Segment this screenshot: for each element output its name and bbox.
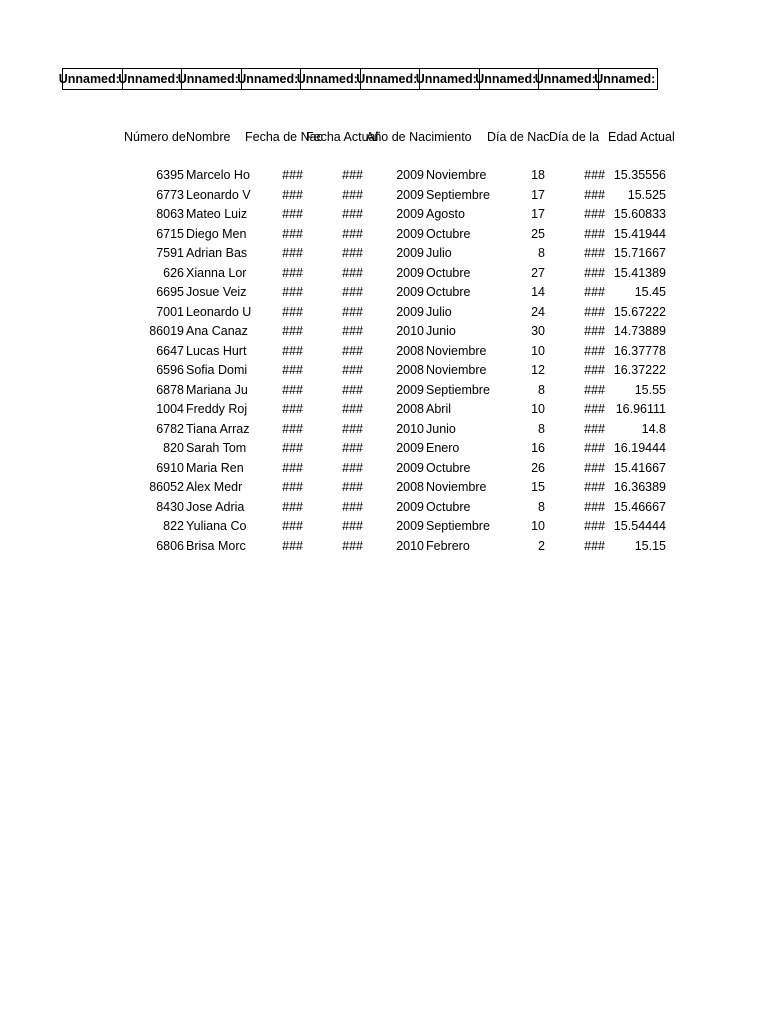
table-row [0, 166, 768, 185]
dia-la-cell: ### [584, 382, 605, 397]
nombre-cell: Freddy Roj [186, 402, 248, 416]
unnamed-header-cell: Unnamed: [181, 68, 242, 90]
edad-cell: 16.37778 [613, 343, 666, 358]
nombre-cell: Diego Men [186, 226, 247, 241]
dia-cell: 10 [531, 402, 545, 416]
anio-cell: 2008 [396, 402, 424, 416]
fecha-actual-cell: ### [342, 382, 363, 397]
edad-cell: 14.8 [641, 421, 666, 436]
fecha-nac-cell: ### [282, 168, 303, 182]
fecha-nac-cell: ### [282, 207, 303, 221]
mes-cell: Noviembre [426, 343, 487, 358]
nombre-cell: Josue Veiz [186, 285, 247, 299]
fecha-actual-cell: ### [342, 246, 363, 260]
mes-cell: Octubre [426, 285, 471, 299]
anio-cell: 2009 [396, 265, 424, 280]
fecha-nac-cell: ### [282, 538, 303, 553]
nombre-cell: Tiana Arraz [186, 421, 250, 436]
edad-cell: 15.41389 [613, 265, 666, 280]
dia-cell: 17 [531, 187, 545, 202]
numero-cell: 7591 [156, 246, 184, 260]
dia-cell: 8 [538, 246, 545, 260]
dia-cell: 26 [531, 460, 545, 475]
fecha-actual-cell: ### [342, 363, 363, 377]
dia-cell: 8 [538, 499, 545, 514]
dia-cell: 10 [531, 519, 545, 533]
edad-cell: 16.19444 [613, 441, 666, 455]
nombre-cell: Adrian Bas [186, 246, 248, 260]
fecha-actual-cell: ### [342, 168, 363, 182]
mes-cell: Julio [426, 304, 452, 319]
nombre-cell: Sofia Domi [186, 363, 248, 377]
nombre-cell: Mariana Ju [186, 382, 248, 397]
fecha-nac-cell: ### [282, 187, 303, 202]
dia-la-cell: ### [584, 226, 605, 241]
fecha-actual-cell: ### [342, 343, 363, 358]
anio-cell: 2009 [396, 246, 424, 260]
anio-cell: 2008 [396, 343, 424, 358]
fecha-nac-cell: ### [282, 402, 303, 416]
numero-cell: 7001 [156, 304, 184, 319]
table-row [0, 381, 768, 400]
dia-la-cell: ### [584, 421, 605, 436]
dia-la-cell: ### [584, 441, 605, 455]
fecha-actual-cell: ### [342, 324, 363, 338]
mes-cell: Julio [426, 246, 452, 260]
fecha-nac-cell: ### [282, 265, 303, 280]
table-row [0, 205, 768, 224]
column-header-anio-nacimiento: Año de Nacimiento [366, 130, 472, 144]
table-row [0, 186, 768, 205]
fecha-actual-cell: ### [342, 226, 363, 241]
fecha-actual-cell: ### [342, 480, 363, 494]
anio-cell: 2008 [396, 363, 424, 377]
dia-la-cell: ### [584, 265, 605, 280]
mes-cell: Octubre [426, 460, 471, 475]
dia-cell: 10 [531, 343, 545, 358]
edad-cell: 16.96111 [615, 402, 666, 416]
anio-cell: 2009 [396, 168, 424, 182]
fecha-actual-cell: ### [342, 285, 363, 299]
anio-cell: 2009 [396, 499, 424, 514]
unnamed-header-cell: Unnamed: [538, 68, 599, 90]
fecha-nac-cell: ### [282, 363, 303, 377]
nombre-cell: Brisa Morc [186, 538, 246, 553]
mes-cell: Octubre [426, 265, 471, 280]
dia-la-cell: ### [584, 187, 605, 202]
fecha-actual-cell: ### [342, 265, 363, 280]
edad-cell: 15.41944 [613, 226, 666, 241]
anio-cell: 2009 [396, 207, 424, 221]
dia-la-cell: ### [584, 343, 605, 358]
edad-cell: 16.37222 [613, 363, 666, 377]
numero-cell: 822 [163, 519, 184, 533]
mes-cell: Noviembre [426, 168, 487, 182]
anio-cell: 2009 [396, 382, 424, 397]
dia-la-cell: ### [584, 460, 605, 475]
fecha-nac-cell: ### [282, 480, 303, 494]
unnamed-header-cell: Unnamed: [598, 68, 659, 90]
dia-cell: 8 [538, 421, 545, 436]
numero-cell: 820 [163, 441, 184, 455]
mes-cell: Septiembre [426, 187, 490, 202]
dia-cell: 25 [531, 226, 545, 241]
fecha-actual-cell: ### [342, 187, 363, 202]
nombre-cell: Sarah Tom [186, 441, 247, 455]
nombre-cell: Marcelo Ho [186, 168, 250, 182]
numero-cell: 6695 [156, 285, 184, 299]
edad-cell: 16.36389 [613, 480, 666, 494]
edad-cell: 15.55 [634, 382, 666, 397]
column-header-fecha-actual: Fecha Actual [306, 130, 379, 144]
edad-cell: 15.46667 [613, 499, 666, 514]
anio-cell: 2009 [396, 226, 424, 241]
anio-cell: 2009 [396, 285, 424, 299]
numero-cell: 6773 [156, 187, 184, 202]
table-row [0, 244, 768, 263]
fecha-nac-cell: ### [282, 246, 303, 260]
dia-la-cell: ### [584, 538, 605, 553]
edad-cell: 15.71667 [613, 246, 666, 260]
table-row [0, 517, 768, 536]
fecha-actual-cell: ### [342, 460, 363, 475]
anio-cell: 2009 [396, 519, 424, 533]
dia-la-cell: ### [584, 304, 605, 319]
fecha-nac-cell: ### [282, 304, 303, 319]
edad-cell: 15.35556 [613, 168, 666, 182]
column-header-nombre: Nombre [186, 130, 231, 144]
unnamed-header-cell: Unnamed: [479, 68, 540, 90]
table-row [0, 498, 768, 517]
dia-cell: 24 [531, 304, 545, 319]
edad-cell: 15.60833 [613, 207, 666, 221]
numero-cell: 6715 [156, 226, 184, 241]
column-header-numero: Número de [124, 130, 186, 144]
table-row [0, 283, 768, 302]
anio-cell: 2010 [396, 324, 424, 338]
unnamed-header-cell: Unnamed: [241, 68, 302, 90]
numero-cell: 86052 [149, 480, 184, 494]
numero-cell: 626 [163, 265, 184, 280]
mes-cell: Octubre [426, 499, 471, 514]
dia-cell: 16 [531, 441, 545, 455]
table-row [0, 264, 768, 283]
mes-cell: Junio [426, 324, 456, 338]
numero-cell: 6782 [156, 421, 184, 436]
nombre-cell: Lucas Hurt [186, 343, 247, 358]
numero-cell: 8430 [156, 499, 184, 514]
nombre-cell: Jose Adria [186, 499, 245, 514]
fecha-actual-cell: ### [342, 304, 363, 319]
numero-cell: 8063 [156, 207, 184, 221]
table-row [0, 361, 768, 380]
edad-cell: 15.15 [634, 538, 666, 553]
mes-cell: Septiembre [426, 519, 490, 533]
dia-la-cell: ### [584, 402, 605, 416]
anio-cell: 2009 [396, 187, 424, 202]
fecha-actual-cell: ### [342, 538, 363, 553]
dia-cell: 14 [531, 285, 545, 299]
fecha-actual-cell: ### [342, 499, 363, 514]
column-header-dia-nac: Día de Nac [487, 130, 550, 144]
nombre-cell: Yuliana Co [186, 519, 247, 533]
unnamed-header-cell: Unnamed: [300, 68, 361, 90]
mes-cell: Enero [426, 441, 460, 455]
table-row [0, 537, 768, 556]
dia-la-cell: ### [584, 363, 605, 377]
unnamed-header-cell: Unnamed: [419, 68, 480, 90]
numero-cell: 6647 [156, 343, 184, 358]
table-row [0, 303, 768, 322]
numero-cell: 6878 [156, 382, 184, 397]
dia-cell: 17 [531, 207, 545, 221]
dia-la-cell: ### [584, 246, 605, 260]
column-header-edad: Edad Actual [608, 130, 675, 144]
numero-cell: 6596 [156, 363, 184, 377]
fecha-nac-cell: ### [282, 441, 303, 455]
dia-la-cell: ### [584, 519, 605, 533]
table-row [0, 400, 768, 419]
fecha-nac-cell: ### [282, 499, 303, 514]
nombre-cell: Ana Canaz [186, 324, 248, 338]
nombre-cell: Alex Medr [186, 480, 243, 494]
dia-cell: 2 [538, 538, 545, 553]
fecha-nac-cell: ### [282, 343, 303, 358]
fecha-actual-cell: ### [342, 441, 363, 455]
edad-cell: 15.45 [634, 285, 666, 299]
fecha-nac-cell: ### [282, 519, 303, 533]
dia-cell: 15 [531, 480, 545, 494]
edad-cell: 15.41667 [613, 460, 666, 475]
dia-la-cell: ### [584, 499, 605, 514]
unnamed-header-cell: Unnamed: [62, 68, 123, 90]
table-row [0, 225, 768, 244]
nombre-cell: Mateo Luiz [186, 207, 248, 221]
fecha-nac-cell: ### [282, 285, 303, 299]
mes-cell: Febrero [426, 538, 470, 553]
edad-cell: 15.525 [627, 187, 666, 202]
dia-cell: 30 [531, 324, 545, 338]
dia-la-cell: ### [584, 168, 605, 182]
dia-la-cell: ### [584, 207, 605, 221]
anio-cell: 2009 [396, 441, 424, 455]
nombre-cell: Xianna Lor [186, 265, 247, 280]
fecha-nac-cell: ### [282, 226, 303, 241]
column-header-dia-la: Día de la [549, 130, 600, 144]
mes-cell: Abril [426, 402, 452, 416]
edad-cell: 15.54444 [613, 519, 666, 533]
mes-cell: Octubre [426, 226, 471, 241]
dia-cell: 8 [538, 382, 545, 397]
anio-cell: 2008 [396, 480, 424, 494]
table-row [0, 439, 768, 458]
dia-la-cell: ### [584, 480, 605, 494]
fecha-actual-cell: ### [342, 421, 363, 436]
unnamed-header-cell: Unnamed: [122, 68, 183, 90]
numero-cell: 6910 [156, 460, 184, 475]
table-row [0, 322, 768, 341]
unnamed-header-cell: Unnamed: [360, 68, 421, 90]
dia-cell: 12 [531, 363, 545, 377]
fecha-nac-cell: ### [282, 324, 303, 338]
nombre-cell: Maria Ren [186, 460, 244, 475]
anio-cell: 2010 [396, 538, 424, 553]
dia-la-cell: ### [584, 324, 605, 338]
fecha-nac-cell: ### [282, 460, 303, 475]
dia-cell: 18 [531, 168, 545, 182]
edad-cell: 14.73889 [613, 324, 666, 338]
fecha-nac-cell: ### [282, 382, 303, 397]
mes-cell: Septiembre [426, 382, 490, 397]
nombre-cell: Leonardo V [186, 187, 251, 202]
mes-cell: Noviembre [426, 480, 487, 494]
dia-cell: 27 [531, 265, 545, 280]
fecha-nac-cell: ### [282, 421, 303, 436]
column-header-fecha-nac: Fecha de Nac [245, 130, 323, 144]
anio-cell: 2009 [396, 460, 424, 475]
table-row [0, 420, 768, 439]
numero-cell: 6806 [156, 538, 184, 553]
numero-cell: 1004 [156, 402, 184, 416]
table-row [0, 342, 768, 361]
unnamed-header-row [58, 68, 658, 90]
mes-cell: Junio [426, 421, 456, 436]
fecha-actual-cell: ### [342, 402, 363, 416]
edad-cell: 15.67222 [613, 304, 666, 319]
mes-cell: Agosto [426, 207, 465, 221]
fecha-actual-cell: ### [342, 519, 363, 533]
dia-la-cell: ### [584, 285, 605, 299]
numero-cell: 86019 [149, 324, 184, 338]
table-row [0, 478, 768, 497]
nombre-cell: Leonardo U [186, 304, 252, 319]
fecha-actual-cell: ### [342, 207, 363, 221]
numero-cell: 6395 [156, 168, 184, 182]
mes-cell: Noviembre [426, 363, 487, 377]
anio-cell: 2010 [396, 421, 424, 436]
anio-cell: 2009 [396, 304, 424, 319]
table-row [0, 459, 768, 478]
